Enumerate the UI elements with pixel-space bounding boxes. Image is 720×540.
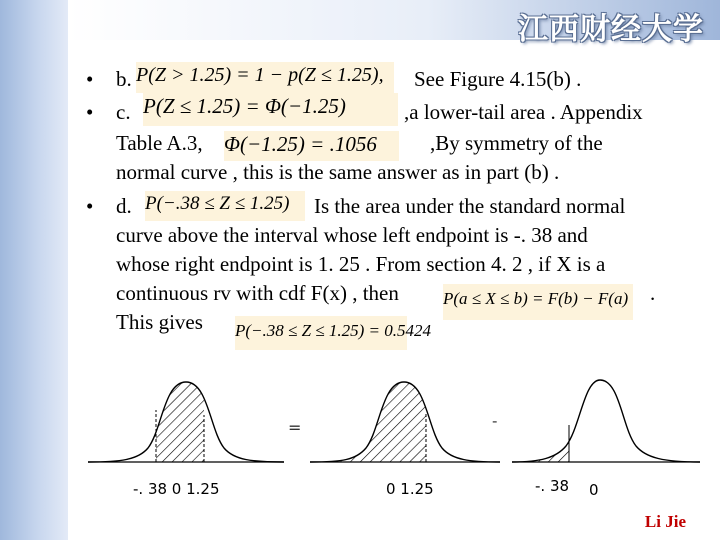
formula-d: P(−.38 ≤ Z ≤ 1.25)	[145, 191, 305, 221]
item-b-text: See Figure 4.15(b) .	[414, 67, 582, 91]
curve-2-axis-labels: 0 1.25	[386, 480, 434, 498]
item-d-line4-pre: continuous rv with cdf F(x) , then	[116, 281, 399, 305]
item-c-label: c.	[116, 100, 131, 124]
minus-sign: -	[492, 412, 498, 430]
curve-3-left-label: -. 38	[535, 477, 570, 495]
bullet-marker: •	[86, 194, 94, 218]
item-d-line2: curve above the interval whose left endpoint is -. 38 and	[116, 223, 588, 247]
formula-phi: Φ(−1.25) = .1056	[224, 131, 399, 161]
formula-b: P(Z > 1.25) = 1 − p(Z ≤ 1.25),	[136, 62, 394, 93]
curve-2	[310, 382, 500, 462]
item-d-line5-pre: This gives	[116, 310, 203, 334]
item-d-line3: whose right endpoint is 1. 25 . From section 4. 2 , if X is a	[116, 252, 606, 276]
university-logo-text: 江西财经大学	[518, 12, 704, 47]
curve-1	[88, 382, 284, 462]
item-c-line2-post: ,By symmetry of the	[430, 131, 603, 155]
item-c-line2-pre: Table A.3,	[116, 131, 203, 155]
curve-1-axis-labels: -. 38 0 1.25	[133, 480, 220, 498]
item-c-text: ,a lower-tail area . Appendix	[404, 100, 643, 124]
formula-c: P(Z ≤ 1.25) = Φ(−1.25)	[143, 93, 398, 126]
item-b-label: b.	[116, 67, 132, 91]
curve-3	[512, 380, 700, 462]
formula-cdf: P(a ≤ X ≤ b) = F(b) − F(a)	[443, 284, 633, 320]
curve-3-zero-label: 0	[589, 481, 599, 499]
equals-sign: =	[288, 418, 302, 437]
bullet-marker: •	[86, 100, 94, 124]
item-d-label: d.	[116, 194, 132, 218]
item-d-text: Is the area under the standard normal	[314, 194, 626, 218]
formula-result: P(−.38 ≤ Z ≤ 1.25) = 0.5424	[235, 316, 407, 350]
item-d-line4-post: .	[650, 281, 656, 305]
author-name: Li Jie	[644, 512, 686, 531]
item-c-line3: normal curve , this is the same answer as in part (b) .	[116, 160, 560, 184]
bullet-marker: •	[86, 67, 94, 91]
